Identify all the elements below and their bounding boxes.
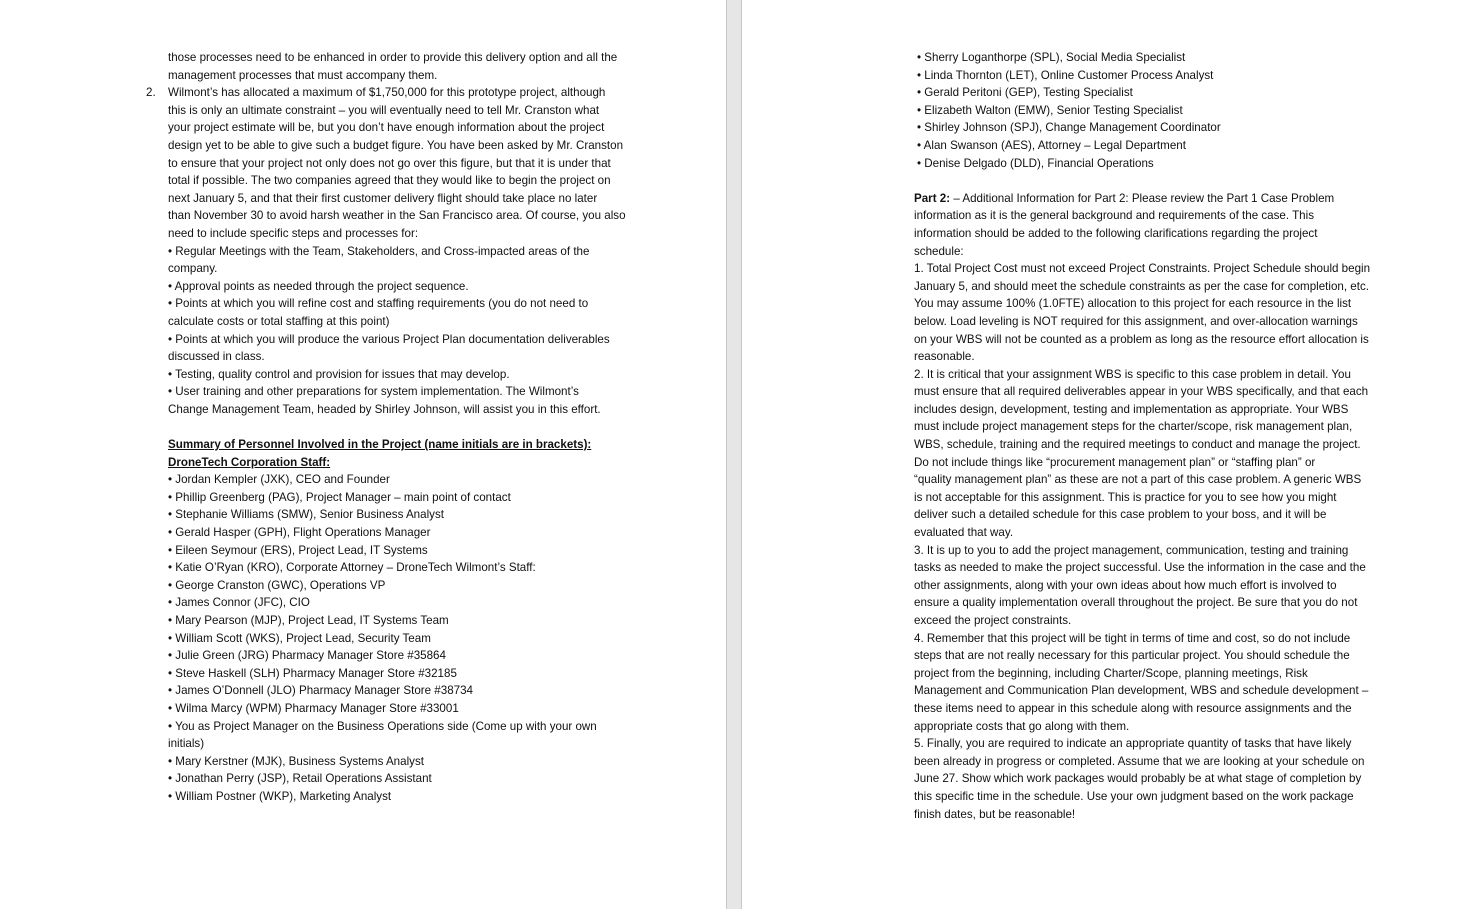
paragraph-line: must include project management steps for the charter/scope, risk management plan, — [914, 420, 1353, 434]
personnel-item: initials) — [168, 737, 205, 751]
list-item-line: Change Management Team, headed by Shirley Johnson, will assist you in this effort. — [168, 402, 601, 416]
personnel-item: • Linda Thornton (LET), Online Customer Process Analyst — [917, 68, 1214, 82]
list-item-line: • Regular Meetings with the Team, Stakeholders, and Cross-impacted areas of the — [168, 244, 590, 258]
paragraph-line: information should be added to the following clarifications regarding the project — [914, 226, 1318, 240]
dronetech-heading: DroneTech Corporation Staff: — [168, 455, 331, 469]
paragraph-line: 3. It is up to you to add the project management, communication, testing and training — [914, 543, 1349, 557]
personnel-item: • Katie O’Ryan (KRO), Corporate Attorney – DroneTech Wilmont’s Staff: — [168, 561, 536, 575]
paragraph-line: tasks as needed to make the project successful. Use the information in the case and the — [914, 561, 1366, 575]
item-2-text — [168, 84, 646, 242]
paragraph-line: ensure a quality implementation overall throughout the project. Be sure that you do not — [914, 596, 1358, 610]
part2-first-line-text: – Additional Information for Part 2: Please review the Part 1 Case Problem — [950, 191, 1335, 205]
paragraph-line: other assignments, along with your own ideas about how much effort is involved to — [914, 578, 1337, 592]
personnel-item: • Mary Kerstner (MJK), Business Systems Analyst — [168, 754, 424, 768]
personnel-item: • Alan Swanson (AES), Attorney – Legal Department — [917, 138, 1186, 152]
paragraph-line: than November 30 to avoid harsh weather in the San Francisco area. Of course, you also — [168, 209, 626, 223]
personnel-list — [168, 471, 646, 805]
paragraph-line: 1. Total Project Cost must not exceed Project Constraints. Project Schedule should begin — [914, 262, 1371, 276]
personnel-item: • Julie Green (JRG) Pharmacy Manager Store #35864 — [168, 649, 446, 663]
paragraph-line: is not acceptable for this assignment. This is practice for you to see how you might — [914, 490, 1337, 504]
paragraph-line: 4. Remember that this project will be tight in terms of time and cost, so do not include — [914, 631, 1351, 645]
paragraph-line: exceed the project constraints. — [914, 614, 1072, 627]
paragraph-line: Management and Communication Plan development, WBS and schedule development – — [914, 684, 1369, 698]
personnel-list-continued — [914, 49, 1394, 172]
personnel-item: • Wilma Marcy (WPM) Pharmacy Manager Store #33001 — [168, 701, 459, 715]
paragraph-line: 5. Finally, you are required to indicate an appropriate quantity of tasks that have likely — [914, 737, 1352, 751]
document-page-left — [0, 0, 726, 909]
paragraph-line: total if possible. The two companies agreed that they would like to begin the project on — [168, 174, 611, 188]
personnel-item: • Elizabeth Walton (EMW), Senior Testing Specialist — [917, 103, 1183, 117]
paragraph-line: your project estimate will be, but you don’t have enough information about the project — [168, 121, 605, 135]
paragraph-line: Do not include things like “procurement management plan” or “staffing plan” or — [914, 455, 1316, 469]
list-item-line: • Points at which you will refine cost and staffing requirements (you do not need to — [168, 297, 589, 311]
personnel-item: • Stephanie Williams (SMW), Senior Business Analyst — [168, 508, 444, 522]
paragraph-line: WBS, schedule, training and the required meetings to conduct and manage the project. — [914, 438, 1361, 452]
list-item-line: company. — [168, 262, 218, 276]
personnel-item: • Jonathan Perry (JSP), Retail Operations Assistant — [168, 772, 432, 786]
paragraph-line: information as it is the general background and requirements of the case. This — [914, 209, 1314, 223]
paragraph-line: next January 5, and that their first customer delivery flight should take place no later — [168, 191, 598, 205]
list-item-line: • User training and other preparations for system implementation. The Wilmont’s — [168, 385, 579, 399]
paragraph-line: design yet to be able to give such a budget figure. You have been asked by Mr. Cranston — [168, 138, 624, 152]
paragraph-line: Wilmont’s has allocated a maximum of $1,750,000 for this prototype project, although — [168, 86, 606, 100]
paragraph-line: finish dates, but be reasonable! — [914, 807, 1076, 821]
part2-first-line — [914, 190, 1394, 208]
personnel-item: • William Postner (WKP), Marketing Analyst — [168, 789, 392, 803]
paragraph-line: must ensure that all required deliverables appear in your WBS specifically, and that each — [914, 385, 1369, 399]
document-page-right — [742, 0, 1474, 909]
personnel-item: • William Scott (WKS), Project Lead, Security Team — [168, 631, 431, 645]
paragraph-line: this specific time in the schedule. Use your own judgment based on the work package — [914, 789, 1354, 803]
paragraph-line: You may assume 100% (1.0FTE) allocation to this project for each resource in the list — [914, 297, 1352, 311]
paragraph-line: evaluated that way. — [914, 526, 1014, 540]
paragraph-line: deliver such a detailed schedule for this case problem to your boss, and it will be — [914, 508, 1327, 522]
paragraph-line: need to include specific steps and processes for: — [168, 226, 419, 240]
paragraph-line: to ensure that your project not only does not go over this figure, but that it is under that — [168, 156, 611, 170]
list-item-line: • Approval points as needed through the project sequence. — [168, 279, 469, 293]
personnel-item: • Eileen Seymour (ERS), Project Lead, IT Systems — [168, 543, 428, 557]
paragraph-line: appropriate costs that go along with them. — [914, 719, 1130, 733]
paragraph-line: been already in progress or completed. Assume that we are looking at your schedule on — [914, 754, 1365, 768]
personnel-item: • George Cranston (GWC), Operations VP — [168, 578, 386, 592]
list-item-line: calculate costs or total staffing at this point) — [168, 314, 390, 328]
page-left-text — [146, 49, 646, 806]
personnel-item: • Steve Haskell (SLH) Pharmacy Manager Store #32185 — [168, 666, 457, 680]
paragraph-line: schedule: — [914, 244, 964, 258]
personnel-item: • Denise Delgado (DLD), Financial Operations — [917, 156, 1154, 170]
paragraph-line: June 27. Show which work packages would probably be at what stage of completion by — [914, 772, 1362, 786]
list-item-line: discussed in class. — [168, 350, 265, 364]
paragraph-line: includes design, development, testing and implementation as appropriate. Your WBS — [914, 402, 1349, 416]
steps-list — [168, 243, 646, 419]
paragraph-line: “quality management plan” as these are not a part of this case problem. A generic WBS — [914, 473, 1362, 487]
list-item-line: • Points at which you will produce the various Project Plan documentation deliverables — [168, 332, 610, 346]
personnel-item: • Mary Pearson (MJP), Project Lead, IT Systems Team — [168, 614, 449, 627]
part2-body — [914, 207, 1394, 823]
paragraph-line: these items need to appear in this schedule along with resource assignments and the — [914, 701, 1352, 715]
paragraph-line: management processes that must accompany them. — [168, 68, 438, 82]
paragraph-line: reasonable. — [914, 350, 975, 364]
personnel-item: • Phillip Greenberg (PAG), Project Manager – main point of contact — [168, 490, 511, 504]
numbered-item-2 — [146, 84, 646, 242]
paragraph-line: January 5, and should meet the schedule constraints as per the case for completion, etc. — [914, 279, 1369, 293]
personnel-item: • Gerald Hasper (GPH), Flight Operations Manager — [168, 526, 431, 540]
paragraph-line: steps that are not really necessary for this particular project. You should schedule the — [914, 649, 1350, 663]
personnel-item: • Shirley Johnson (SPJ), Change Management Coordinator — [917, 121, 1221, 135]
paragraph-line: project from the beginning, including Charter/Scope, planning meetings, Risk — [914, 666, 1308, 680]
part2-label: Part 2: — [914, 191, 951, 205]
personnel-item: • You as Project Manager on the Business Operations side (Come up with your own — [168, 719, 597, 733]
personnel-item: • James Connor (JFC), CIO — [168, 596, 310, 610]
paragraph-line: 2. It is critical that your assignment WBS is specific to this case problem in detail. You — [914, 367, 1351, 381]
paragraph-line: below. Load leveling is NOT required for this assignment, and over-allocation warnings — [914, 314, 1358, 328]
intro-paragraph — [168, 49, 646, 84]
personnel-item: • James O’Donnell (JLO) Pharmacy Manager Store #38734 — [168, 684, 473, 698]
personnel-item: • Gerald Peritoni (GEP), Testing Specialist — [917, 86, 1133, 100]
list-item-line: • Testing, quality control and provision for issues that may develop. — [168, 367, 510, 381]
paragraph-line: on your WBS will not be counted as a problem as long as the resource effort allocation is — [914, 332, 1369, 346]
personnel-item: • Jordan Kempler (JXK), CEO and Founder — [168, 473, 390, 487]
item-number: 2. — [146, 86, 156, 100]
summary-heading: Summary of Personnel Involved in the Project (name initials are in brackets): — [168, 438, 592, 452]
paragraph-line: this is only an ultimate constraint – you will eventually need to tell Mr. Cranston what — [168, 103, 600, 117]
page-right-text — [914, 49, 1394, 823]
paragraph-line: those processes need to be enhanced in order to provide this delivery option and all the — [168, 51, 618, 64]
personnel-item: • Sherry Loganthorpe (SPL), Social Media Specialist — [917, 51, 1186, 64]
